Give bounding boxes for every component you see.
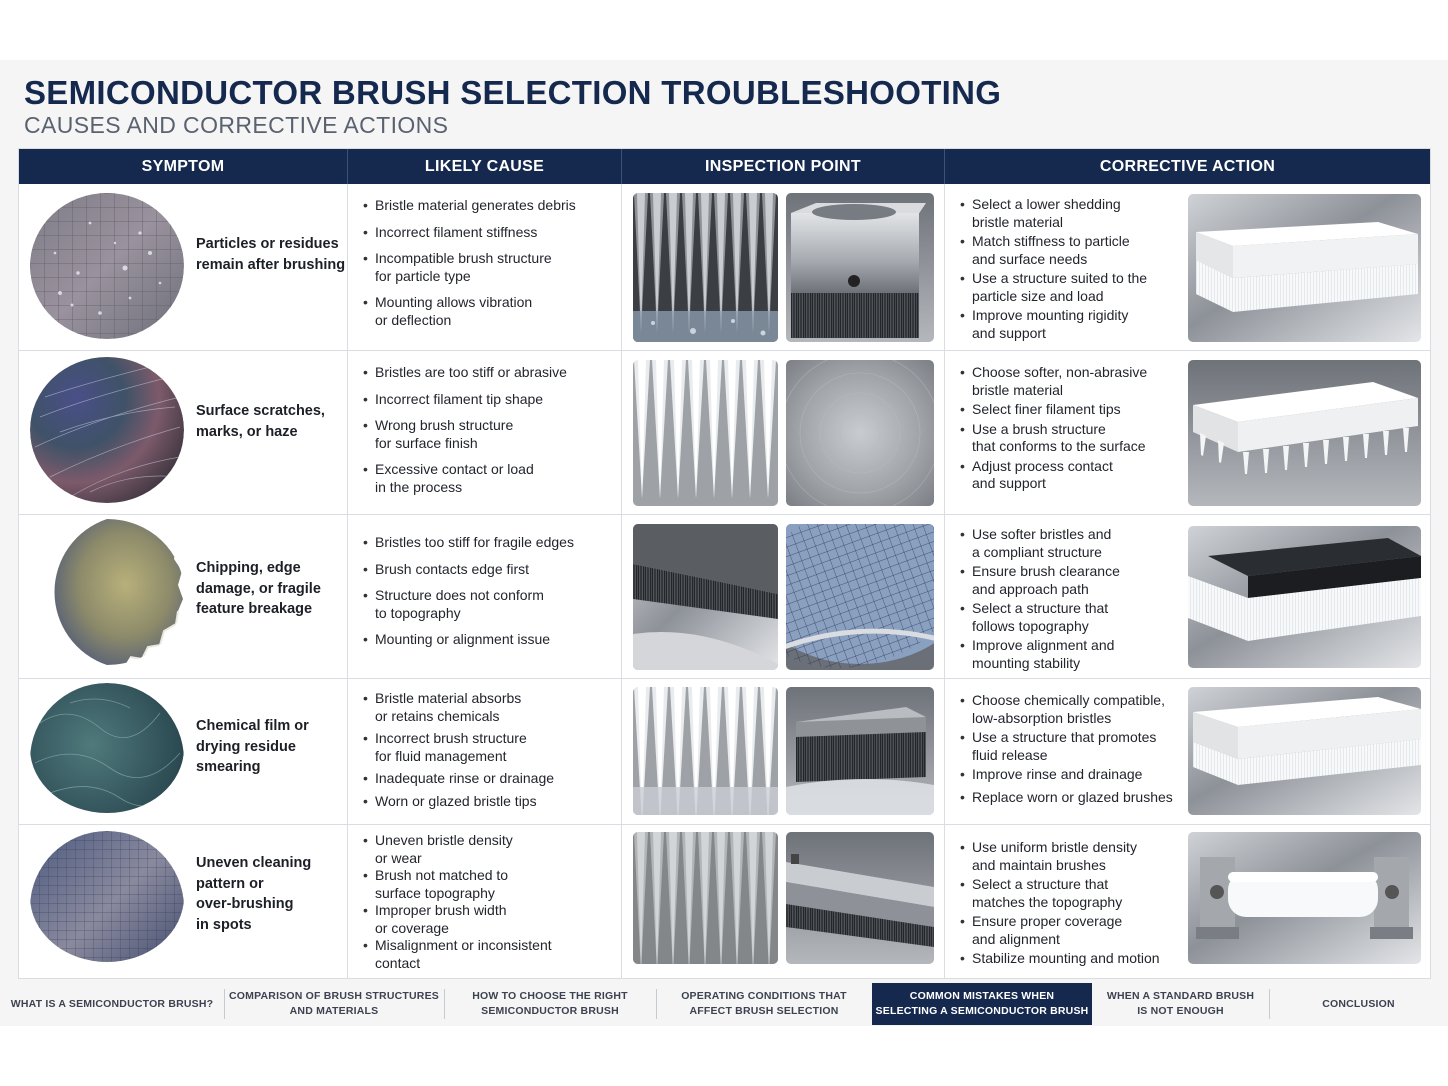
wafer-chipping-image <box>30 519 184 665</box>
inspection-cell <box>622 351 945 514</box>
nav-comparison-of-brush-structures[interactable]: COMPARISON OF BRUSH STRUCTURES AND MATERIALS <box>224 983 444 1025</box>
soft-tip-brush-image <box>1188 360 1421 506</box>
symptom-cell <box>19 825 348 978</box>
action-cell <box>945 825 1430 978</box>
action-list <box>960 692 1173 806</box>
list-item: • Select a structure that follows topography <box>960 600 1120 635</box>
section-navigation <box>0 983 1448 1025</box>
bristle-closeup-image <box>633 193 778 342</box>
list-item: • Ensure brush clearance and approach path <box>960 563 1120 598</box>
wafer-residue-image <box>30 683 184 813</box>
symptom-cell <box>19 679 348 824</box>
list-item: • Use a structure suited to the particle size and load <box>960 270 1147 305</box>
list-item: • Bristles too stiff for fragile edges <box>363 534 574 552</box>
table-row <box>19 351 1430 515</box>
action-list <box>960 839 1160 968</box>
wafer-particles-image <box>30 193 184 339</box>
table-header <box>19 149 1430 184</box>
action-cell <box>945 351 1430 514</box>
white-bristle-tips-image <box>633 360 778 506</box>
list-item: • Use a brush structure that conforms to the surface <box>960 421 1147 456</box>
nav-common-mistakes[interactable]: COMMON MISTAKES WHEN SELECTING A SEMICONDUCTOR BRUSH <box>872 983 1092 1025</box>
action-cell <box>945 184 1430 350</box>
table-row <box>19 184 1430 351</box>
compliant-brush-image <box>1188 526 1421 668</box>
nav-when-a-standard-brush-is-not-enough[interactable]: WHEN A STANDARD BRUSH IS NOT ENOUGH <box>1106 990 1255 1017</box>
list-item: • Stabilize mounting and motion <box>960 950 1160 968</box>
list-item: • Use softer bristles and a compliant structure <box>960 526 1120 561</box>
symptom-cell <box>19 351 348 514</box>
action-list <box>960 196 1147 342</box>
symptom-text: Chipping, edge damage, or fragile feature breakage <box>196 560 321 617</box>
symptom-cell <box>19 184 348 350</box>
list-item: • Incorrect filament tip shape <box>363 391 567 409</box>
cause-list <box>363 534 574 649</box>
column-header-inspection-point: INSPECTION POINT <box>622 149 945 184</box>
list-item: • Excessive contact or load in the process <box>363 461 567 496</box>
white-brush-image <box>1188 194 1421 342</box>
table-row <box>19 825 1430 978</box>
nav-conclusion[interactable]: CONCLUSION <box>1269 983 1448 1025</box>
list-item: • Replace worn or glazed brushes <box>960 789 1173 807</box>
troubleshooting-table <box>18 148 1431 979</box>
list-item: • Improve mounting rigidity and support <box>960 307 1147 342</box>
symptom-cell <box>19 515 348 678</box>
list-item: • Match stiffness to particle and surface needs <box>960 233 1147 268</box>
action-cell <box>945 515 1430 678</box>
cause-list <box>363 690 554 810</box>
list-item: • Use uniform bristle density and maintain brushes <box>960 839 1160 874</box>
symptom-text: Surface scratches, marks, or haze <box>196 403 325 440</box>
page-title: SEMICONDUCTOR BRUSH SELECTION TROUBLESHOOTING <box>24 74 1002 111</box>
list-item: • Improve rinse and drainage <box>960 766 1173 784</box>
list-item: • Bristle material generates debris <box>363 197 576 215</box>
nav-operating-conditions[interactable]: OPERATING CONDITIONS THAT AFFECT BRUSH SELECTION <box>656 983 872 1025</box>
action-cell <box>945 679 1430 824</box>
list-item: • Select a lower shedding bristle material <box>960 196 1147 231</box>
list-item: • Brush contacts edge first <box>363 561 574 579</box>
cause-cell <box>348 351 622 514</box>
cause-list <box>363 364 567 496</box>
list-item: • Choose softer, non-abrasive bristle material <box>960 364 1147 399</box>
brush-mount-image <box>786 193 934 342</box>
cause-list <box>363 832 552 972</box>
fluid-release-brush-image <box>1188 687 1421 815</box>
list-item: • Select a structure that matches the topography <box>960 876 1160 911</box>
roller-brush-image <box>1188 832 1421 964</box>
cause-cell <box>348 184 622 350</box>
uneven-bristles-image <box>633 832 778 964</box>
column-header-corrective-action: CORRECTIVE ACTION <box>1099 157 1276 175</box>
list-item: • Mounting or alignment issue <box>363 631 574 649</box>
symptom-text: Uneven cleaning pattern or over-brushing in spots <box>196 855 312 933</box>
list-item: • Worn or glazed bristle tips <box>363 793 554 811</box>
symptom-text: Chemical film or drying residue smearing <box>196 718 309 775</box>
list-item: • Choose chemically compatible, low-absorption bristles <box>960 692 1173 727</box>
list-item: • Incompatible brush structure for particle type <box>363 250 576 285</box>
worn-bristle-tips-image <box>633 687 778 815</box>
patterned-wafer-image <box>786 524 934 670</box>
inspection-cell <box>622 825 945 978</box>
nav-what-is-a-semiconductor-brush[interactable]: WHAT IS A SEMICONDUCTOR BRUSH? <box>10 997 214 1010</box>
wafer-scratches-image <box>30 357 184 503</box>
list-item: • Use a structure that promotes fluid release <box>960 729 1173 764</box>
bristles-on-edge-image <box>633 524 778 670</box>
cause-cell <box>348 515 622 678</box>
list-item: • Adjust process contact and support <box>960 458 1147 493</box>
list-item: • Mounting allows vibration or deflection <box>363 294 576 329</box>
list-item: • Misalignment or inconsistent contact <box>363 937 552 972</box>
list-item: • Brush not matched to surface topography <box>363 867 552 902</box>
inspection-cell <box>622 184 945 350</box>
table-row <box>19 679 1430 825</box>
list-item: • Uneven bristle density or wear <box>363 832 552 867</box>
list-item: • Structure does not conform to topography <box>363 587 574 622</box>
list-item: • Wrong brush structure for surface finish <box>363 417 567 452</box>
list-item: • Incorrect brush structure for fluid management <box>363 730 554 765</box>
action-list <box>960 364 1147 493</box>
page-subtitle: CAUSES AND CORRECTIVE ACTIONS <box>24 112 449 138</box>
action-list <box>960 526 1120 672</box>
polished-surface-image <box>786 360 934 506</box>
list-item: • Improve alignment and mounting stability <box>960 637 1120 672</box>
list-item: • Improper brush width or coverage <box>363 902 552 937</box>
list-item: • Incorrect filament stiffness <box>363 224 576 242</box>
misaligned-brush-image <box>786 832 934 964</box>
brush-in-fluid-image <box>786 687 934 815</box>
nav-how-to-choose-the-right-brush[interactable]: HOW TO CHOOSE THE RIGHT SEMICONDUCTOR BRUSH <box>444 983 656 1025</box>
column-header-symptom: SYMPTOM <box>19 149 348 184</box>
inspection-cell <box>622 515 945 678</box>
list-item: • Ensure proper coverage and alignment <box>960 913 1160 948</box>
wafer-uneven-image <box>30 831 184 962</box>
table-row <box>19 515 1430 679</box>
list-item: • Bristle material absorbs or retains chemicals <box>363 690 554 725</box>
cause-list <box>363 197 576 329</box>
list-item: • Select finer filament tips <box>960 401 1147 419</box>
column-header-likely-cause: LIKELY CAUSE <box>348 149 622 184</box>
list-item: • Bristles are too stiff or abrasive <box>363 364 567 382</box>
cause-cell <box>348 679 622 824</box>
list-item: • Inadequate rinse or drainage <box>363 770 554 788</box>
cause-cell <box>348 825 622 978</box>
symptom-text: Particles or residues remain after brushing <box>196 236 346 273</box>
inspection-cell <box>622 679 945 824</box>
